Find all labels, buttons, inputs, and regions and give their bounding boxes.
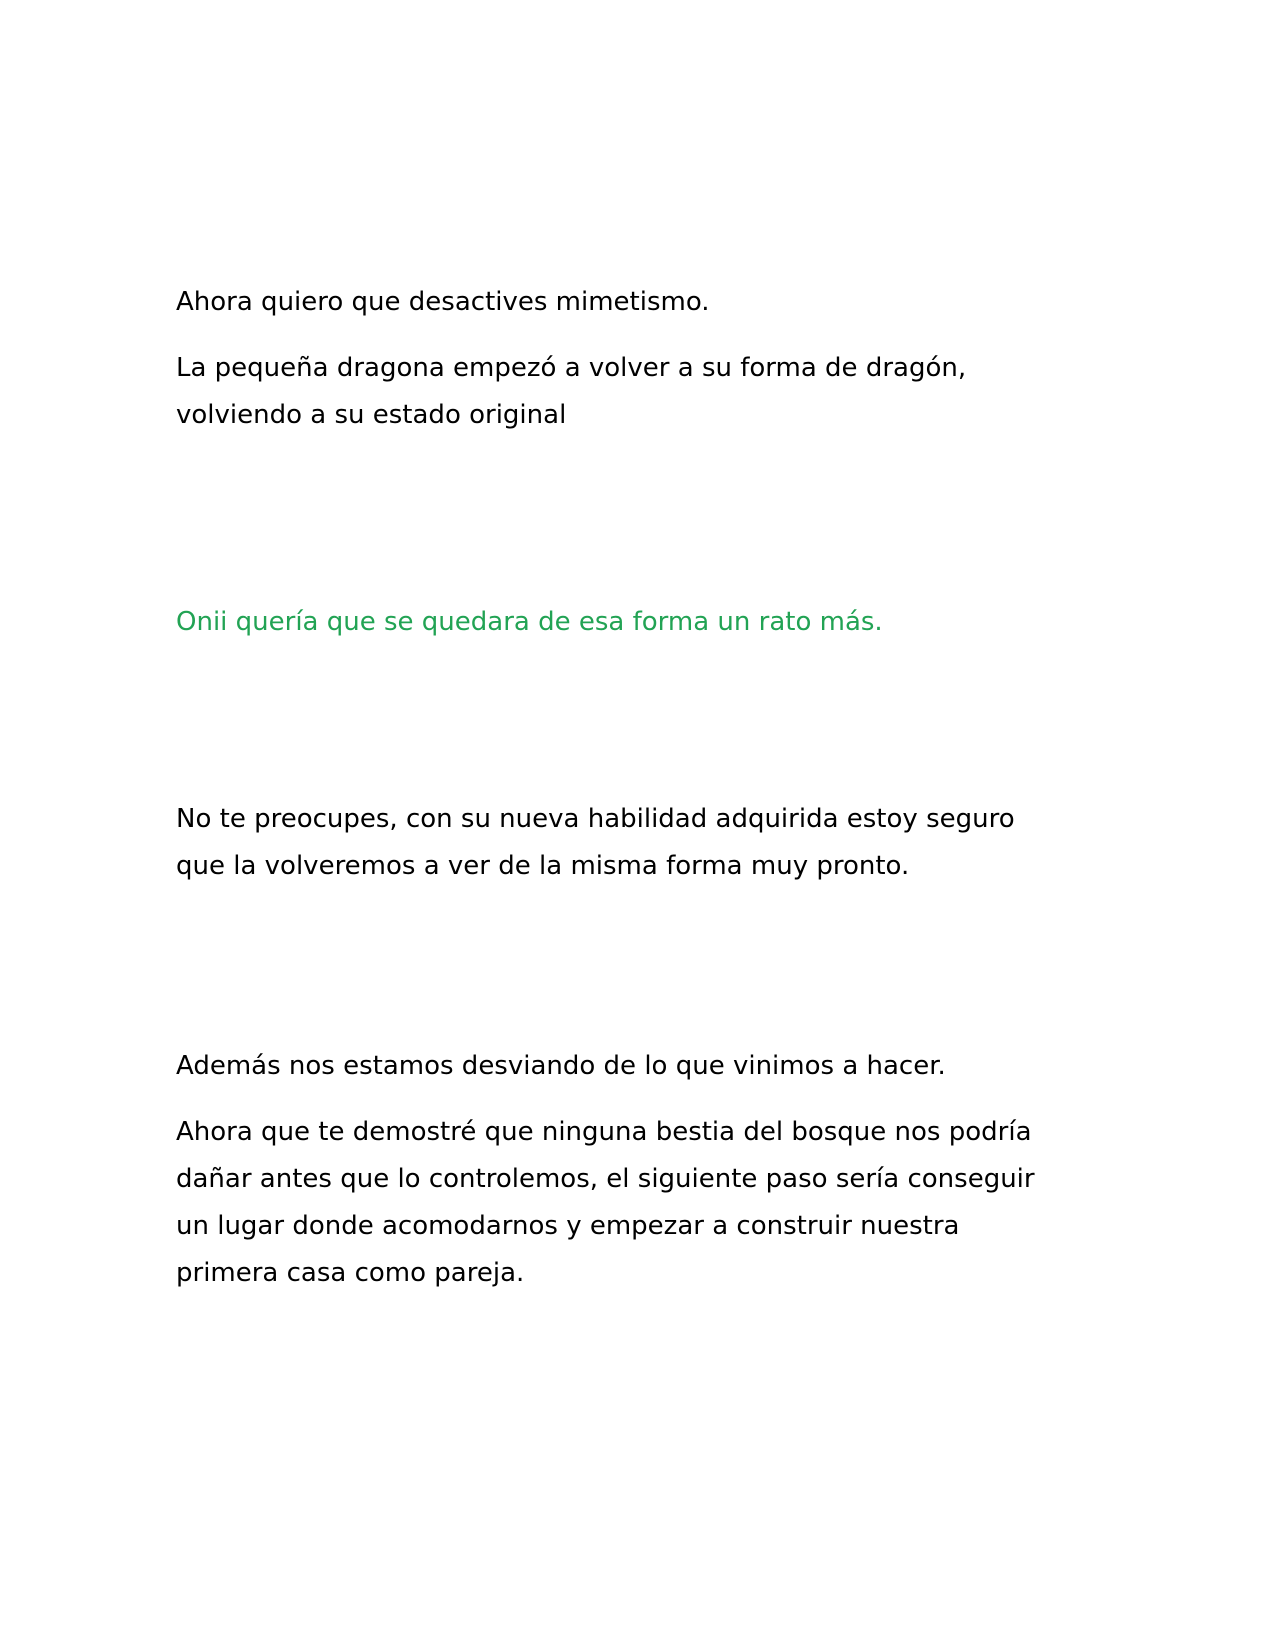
paragraph-no-te-preocupes: No te preocupes, con su nueva habilidad adquirida estoy seguro que la volveremos a ver de la misma forma muy pronto. xyxy=(176,804,1015,881)
paragraph-desactivar-mimetismo: Ahora quiero que desactives mimetismo. xyxy=(176,287,710,317)
paragraph-onii-thought: Onii quería que se quedara de esa forma un rato más. xyxy=(176,607,883,637)
paragraph-ahora-que-te-demostre: Ahora que te demostré que ninguna bestia del bosque nos podría dañar antes que lo controlemos, el siguiente paso sería conseguir un lugar donde acomodarnos y empezar a construir nuestra primera casa como pareja. xyxy=(176,1117,1035,1288)
paragraph-ademas: Además nos estamos desviando de lo que vinimos a hacer. xyxy=(176,1051,946,1081)
paragraph-dragona-forma: La pequeña dragona empezó a volver a su forma de dragón, volviendo a su estado original xyxy=(176,353,967,430)
